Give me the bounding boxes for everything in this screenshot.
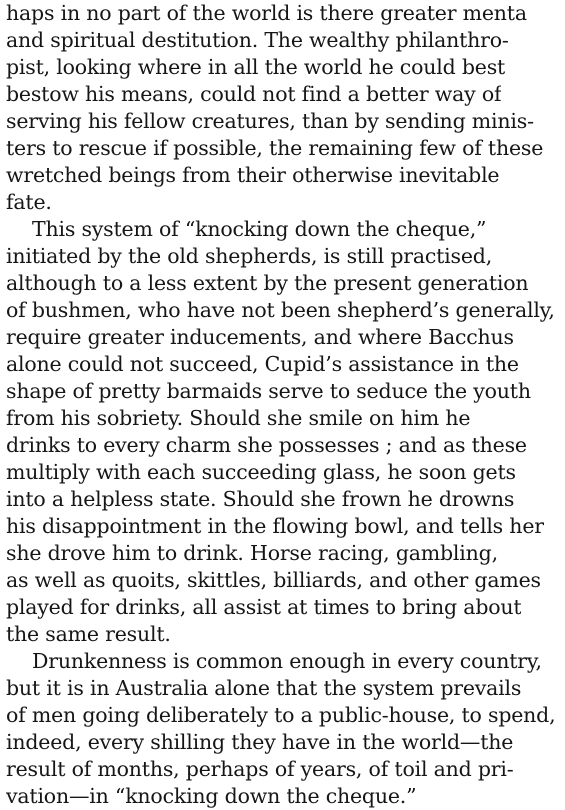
text-line: haps in no part of the world is there greater menta: [6, 1, 527, 25]
text-line: although to a less extent by the present generation: [6, 271, 529, 295]
text-line: multiply with each succeeding glass, he soon gets: [6, 460, 516, 484]
text-line: vation—in “knocking down the cheque.”: [6, 784, 417, 808]
text-line: wretched beings from their otherwise inevitable: [6, 163, 500, 187]
text-line: as well as quoits, skittles, billiards, and other games: [6, 568, 541, 592]
text-line: she drove him to drink. Horse racing, gambling,: [6, 541, 498, 565]
text-line: from his sobriety. Should she smile on him he: [6, 406, 471, 430]
text-line: pist, looking where in all the world he could best: [6, 55, 506, 79]
text-line: ters to rescue if possible, the remaining few of these: [6, 136, 544, 160]
text-line: into a helpless state. Should she frown he drowns: [6, 487, 515, 511]
text-line: drinks to every charm she possesses ; and as these: [6, 433, 527, 457]
text-line: indeed, every shilling they have in the world—the: [6, 730, 514, 754]
document-page: [6, 0, 558, 810]
text-line: of men going deliberately to a public-house, to spend,: [6, 703, 556, 727]
text-line: fate.: [6, 190, 52, 214]
text-line: the same result.: [6, 622, 171, 646]
text-line: his disappointment in the flowing bowl, and tells her: [6, 514, 544, 538]
text-line: played for drinks, all assist at times to bring about: [6, 595, 522, 619]
text-line: Drunkenness is common enough in every country,: [32, 649, 542, 673]
text-line: bestow his means, could not find a better way of: [6, 82, 502, 106]
text-line: of bushmen, who have not been shepherd’s generally,: [6, 298, 555, 322]
text-line: result of months, perhaps of years, of toil and pri-: [6, 757, 514, 781]
text-line: and spiritual destitution. The wealthy philanthro-: [6, 28, 509, 52]
text-line: serving his fellow creatures, than by sending minis-: [6, 109, 534, 133]
text-line: initiated by the old shepherds, is still practised,: [6, 244, 493, 268]
text-line: shape of pretty barmaids serve to seduce the youth: [6, 379, 531, 403]
text-line: but it is in Australia alone that the system prevails: [6, 676, 522, 700]
text-line: alone could not succeed, Cupid’s assistance in the: [6, 352, 519, 376]
text-line: require greater inducements, and where Bacchus: [6, 325, 514, 349]
text-line: This system of “knocking down the cheque,”: [32, 217, 487, 241]
